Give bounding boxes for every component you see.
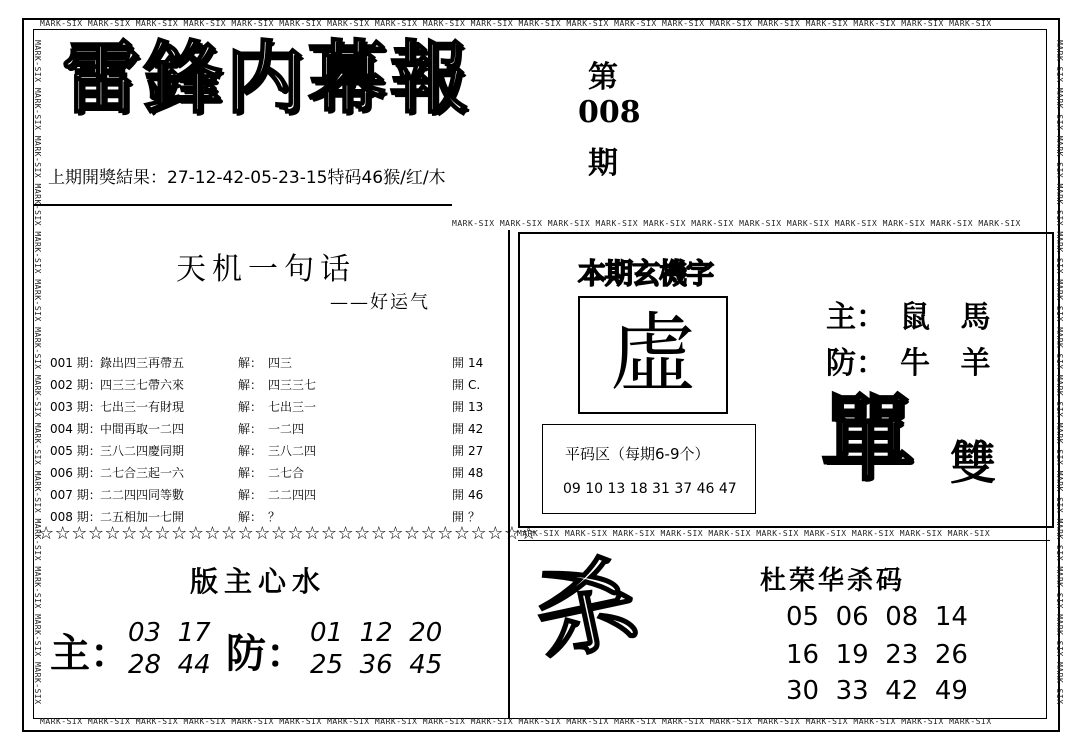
banzhu-guard-label: 防：: [226, 631, 306, 677]
odd-char: 單: [822, 386, 915, 493]
killcode-title: 杜荣华杀码: [760, 566, 906, 596]
tianji-row-text: 二二四四同等數: [100, 488, 185, 502]
tianji-row: [50, 352, 490, 374]
zodiac-main-values: 鼠 馬: [900, 300, 1001, 335]
tianji-row-result: ？: [468, 510, 481, 524]
tianji-row-period: 002 期：: [50, 378, 101, 392]
tianji-row-result: C.: [468, 378, 481, 392]
tianji-row-answer: 七出三一: [268, 400, 317, 414]
tianji-row-text: 二七合三起一六: [100, 466, 185, 480]
tianji-row-text: 錄出四三再帶五: [100, 356, 185, 370]
tianji-row-kai: 開: [452, 510, 465, 524]
tianji-row-jie: 解：: [238, 378, 263, 392]
last-draw-result: 上期開獎結果：27-12-42-05-23-15特码46猴/红/木: [48, 168, 446, 188]
watermark-mid-bottom: MARK-SIX MARK-SIX MARK-SIX MARK-SIX MARK-SIX MARK-SIX MARK-SIX MARK-SIX MARK-SIX MARK-SIX: [517, 529, 991, 538]
tianji-row-jie: 解：: [238, 356, 263, 370]
even-char: 雙: [950, 436, 996, 490]
banzhu-guard-line2: 25 36 45: [310, 650, 443, 680]
banzhu-guard-line1: 01 12 20: [310, 618, 443, 648]
center-divider: [508, 230, 510, 718]
tianji-row-kai: 開: [452, 488, 465, 502]
tianji-row-answer: 四三三七: [268, 378, 317, 392]
tianji-row-answer: 三八二四: [268, 444, 317, 458]
tianji-row-text: 中間再取一二四: [100, 422, 185, 436]
watermark-bottom: MARK-SIX MARK-SIX MARK-SIX MARK-SIX MARK-SIX MARK-SIX MARK-SIX MARK-SIX MARK-SIX MARK-SIX MARK-SIX MARK-SIX MARK-SIX MARK-SIX MARK-SIX MARK-SIX MARK-SIX MARK-SIX MARK-SIX MARK-SIX: [40, 717, 992, 726]
pingma-label: 平码区（每期6-9个）: [565, 445, 710, 463]
banzhu-main-label: 主：: [50, 631, 130, 677]
tianji-row-jie: 解：: [238, 422, 263, 436]
tianji-row-result: 42: [468, 422, 484, 436]
xuanji-char: 虛: [610, 304, 696, 404]
pingma-numbers: 09 10 13 18 31 37 46 47: [563, 481, 737, 497]
kill-side-char: 杀: [524, 541, 647, 678]
banzhu-main-line2: 28 44: [128, 650, 211, 680]
tianji-rows: [50, 352, 490, 528]
tianji-row-jie: 解：: [238, 466, 263, 480]
zodiac-guard-label: 防：: [826, 346, 886, 381]
tianji-row-jie: 解：: [238, 510, 263, 524]
xuanji-box: [578, 296, 728, 414]
watermark-mid-top: MARK-SIX MARK-SIX MARK-SIX MARK-SIX MARK-SIX MARK-SIX MARK-SIX MARK-SIX MARK-SIX MARK-SIX MARK-SIX MARK-SIX: [452, 219, 1021, 228]
tianji-row-period: 005 期：: [50, 444, 101, 458]
tianji-row-kai: 開: [452, 422, 465, 436]
tianji-row-text: 七出三一有財現: [100, 400, 185, 414]
tianji-row-kai: 開: [452, 444, 465, 458]
tianji-row-text: 二五相加一七開: [100, 510, 185, 524]
zodiac-guard-values: 牛 羊: [900, 346, 1001, 381]
issue-suffix: 期: [588, 146, 618, 181]
tianji-row-period: 008 期：: [50, 510, 101, 524]
tianji-row-result: 46: [468, 488, 484, 502]
tianji-row-jie: 解：: [238, 400, 263, 414]
watermark-right: MARK-SIX MARK-SIX MARK-SIX MARK-SIX MARK-SIX MARK-SIX MARK-SIX MARK-SIX MARK-SIX MARK-SIX MARK-SIX MARK-SIX MARK-SIX MARK-SIX: [1055, 40, 1064, 705]
issue-prefix: 第: [588, 60, 618, 95]
tianji-row-result: 14: [468, 356, 484, 370]
tianji-row: [50, 396, 490, 418]
tianji-row-text: 四三三七帶六來: [100, 378, 185, 392]
tianji-row: [50, 374, 490, 396]
tianji-row: [50, 484, 490, 506]
banzhu-main-line1: 03 17: [128, 618, 211, 648]
tianji-row: [50, 440, 490, 462]
tianji-row: [50, 462, 490, 484]
issue-number: 008: [578, 95, 641, 130]
tianji-row-kai: 開: [452, 378, 465, 392]
tianji-row-answer: 二七合: [268, 466, 305, 480]
tianji-row-result: 13: [468, 400, 484, 414]
tianji-row-period: 003 期：: [50, 400, 101, 414]
tianji-row-period: 006 期：: [50, 466, 101, 480]
header-divider: [34, 204, 452, 206]
tianji-row-jie: 解：: [238, 488, 263, 502]
tianji-row-period: 004 期：: [50, 422, 101, 436]
banzhu-title: 版主心水: [190, 565, 327, 598]
tianji-row-period: 007 期：: [50, 488, 101, 502]
killcode-row-3: 30 33 42 49: [786, 676, 968, 706]
tianji-row-result: 27: [468, 444, 484, 458]
xuanji-title: 本期玄機字: [578, 257, 714, 290]
watermark-left: MARK-SIX MARK-SIX MARK-SIX MARK-SIX MARK-SIX MARK-SIX MARK-SIX MARK-SIX MARK-SIX MARK-SIX MARK-SIX MARK-SIX MARK-SIX MARK-SIX: [33, 40, 42, 705]
killcode-row-2: 16 19 23 26: [786, 640, 968, 670]
tianji-row-jie: 解：: [238, 444, 263, 458]
tianji-title: 天机一句话: [176, 252, 356, 287]
tianji-row-answer: 四三: [268, 356, 293, 370]
tianji-row: [50, 418, 490, 440]
tianji-row-answer: 二二四四: [268, 488, 317, 502]
tianji-row-result: 48: [468, 466, 484, 480]
tianji-row-kai: 開: [452, 356, 465, 370]
zodiac-main-label: 主：: [826, 300, 886, 335]
tianji-row-kai: 開: [452, 466, 465, 480]
right-bottom-divider: [518, 540, 1050, 541]
stars-divider: ☆☆☆☆☆☆☆☆☆☆☆☆☆☆☆☆☆☆☆☆☆☆☆☆☆☆☆☆☆☆: [38, 523, 538, 544]
newspaper-title: 雷鋒内幕報: [62, 33, 473, 124]
tianji-subtitle: ——好运气: [330, 292, 430, 313]
watermark-top: MARK-SIX MARK-SIX MARK-SIX MARK-SIX MARK-SIX MARK-SIX MARK-SIX MARK-SIX MARK-SIX MARK-SIX MARK-SIX MARK-SIX MARK-SIX MARK-SIX MARK-SIX MARK-SIX MARK-SIX MARK-SIX MARK-SIX MARK-SIX: [40, 19, 992, 28]
tianji-row-period: 001 期：: [50, 356, 101, 370]
tianji-row-answer: 一二四: [268, 422, 305, 436]
pingma-box: [542, 424, 756, 514]
tianji-row-answer: ？: [268, 510, 281, 524]
tianji-row-kai: 開: [452, 400, 465, 414]
tianji-row-text: 三八二四慶同期: [100, 444, 185, 458]
killcode-row-1: 05 06 08 14: [786, 602, 968, 632]
